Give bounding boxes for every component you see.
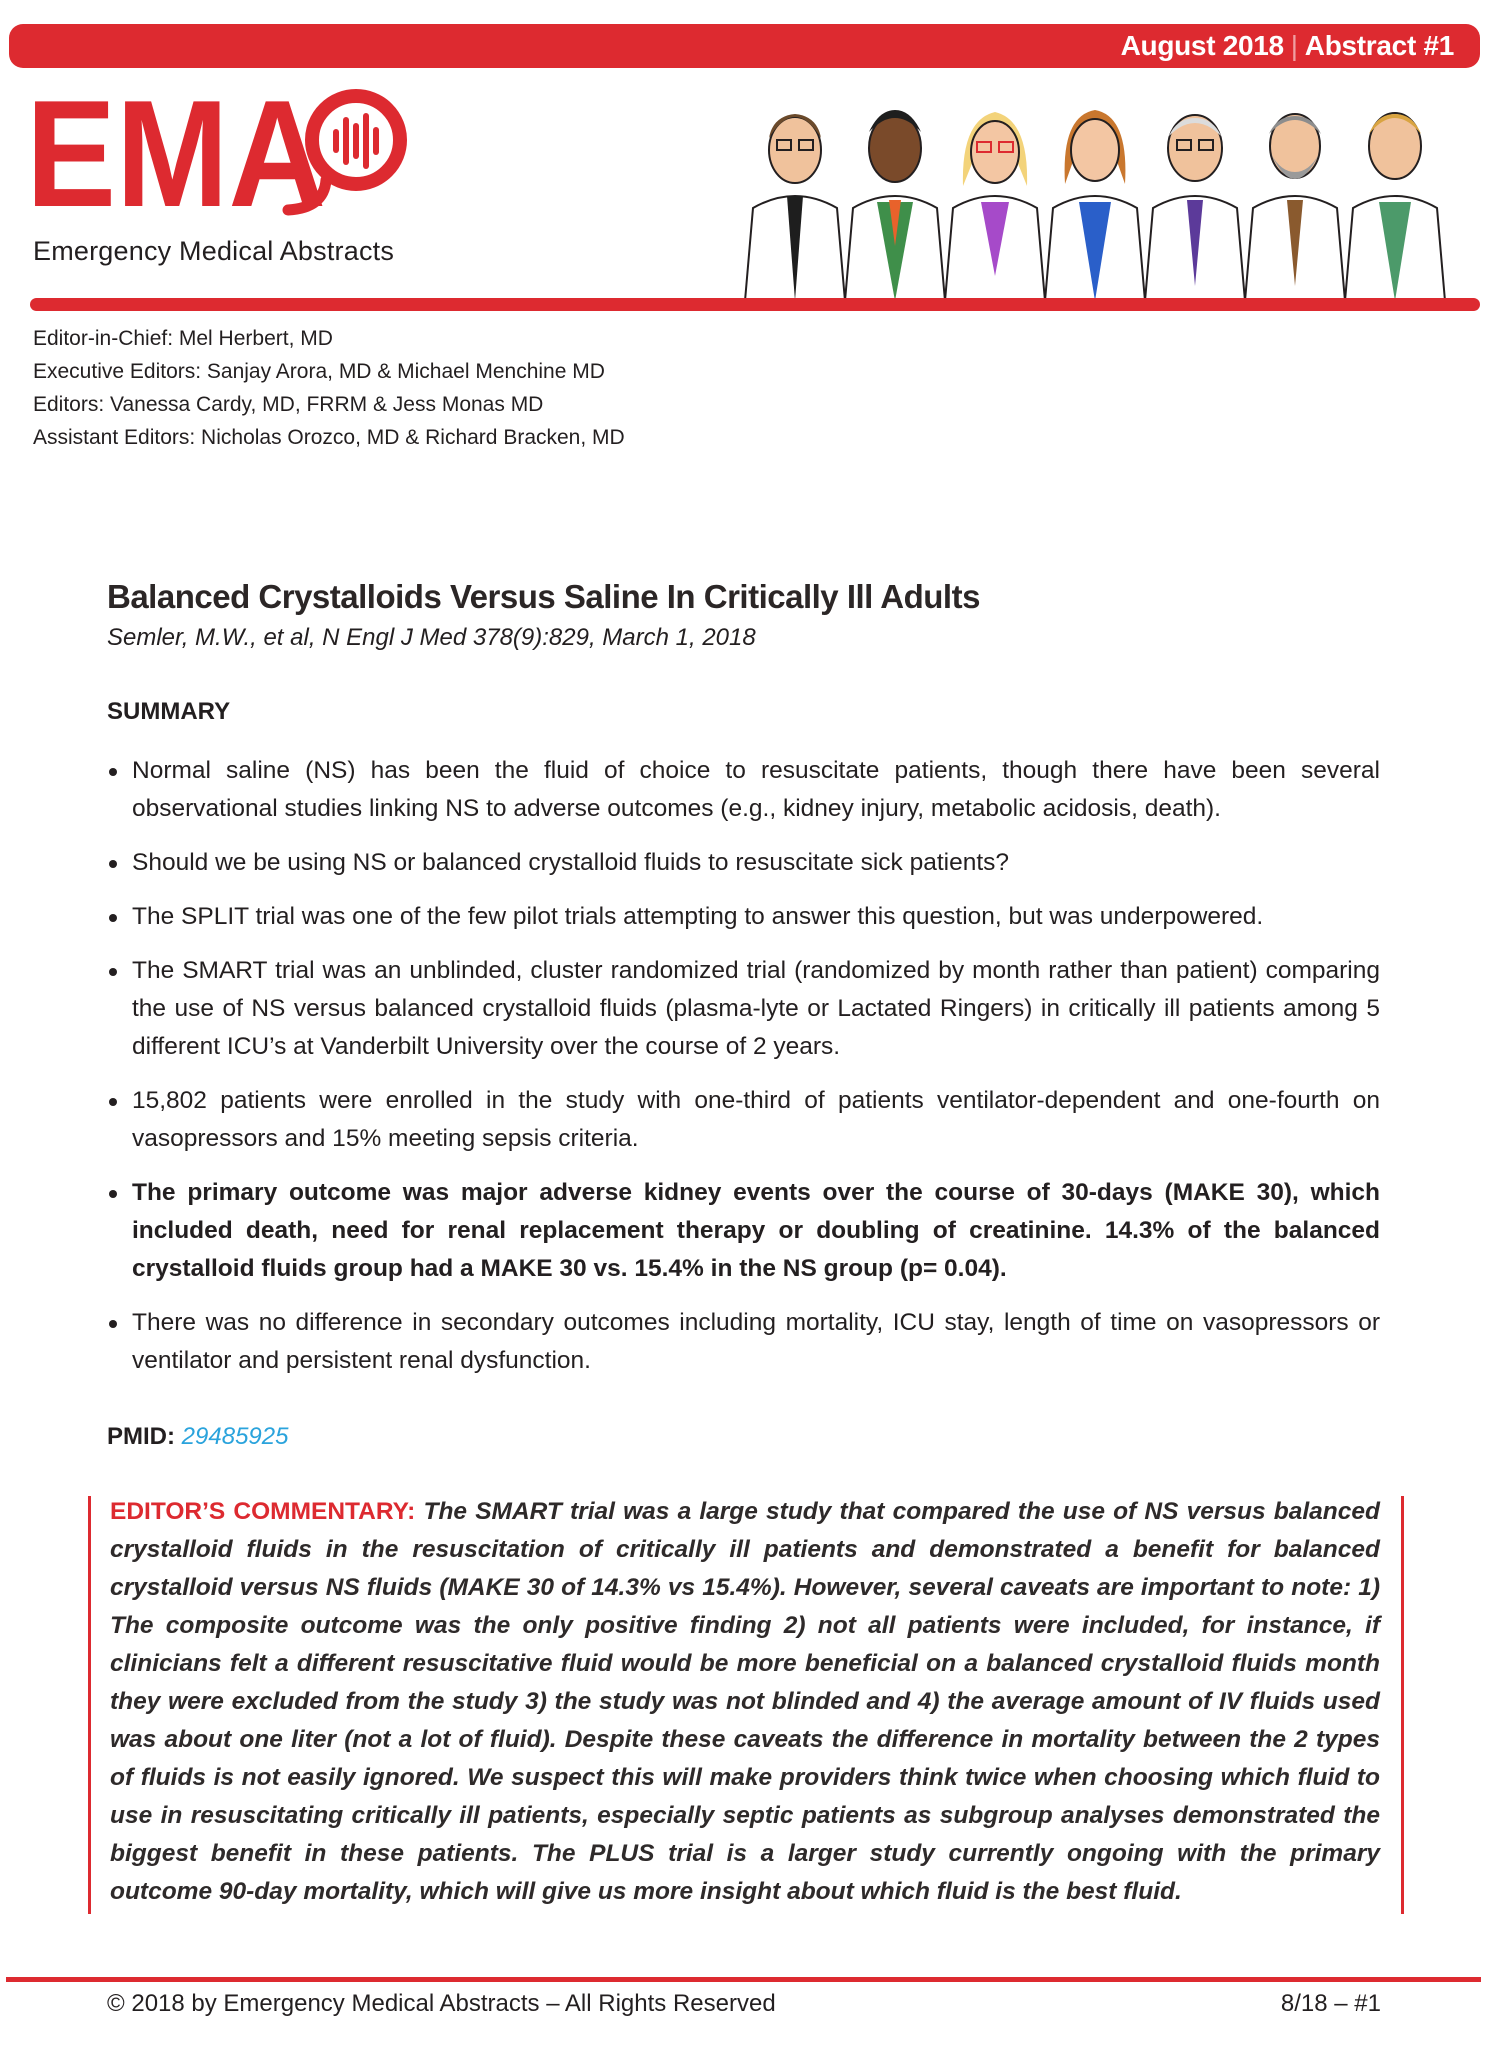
editor-list <box>33 322 625 454</box>
summary-bullet: The SMART trial was an unblinded, cluster randomized trial (randomized by month rather than patient) comparing the use of NS versus balanced crystalloid fluids (plasma-lyte or Lactated Ringers) in critically ill patients among 5 different ICU’s at Vanderbilt University over the course of 2 years. <box>107 952 1380 1066</box>
article-title: Balanced Crystalloids Versus Saline In Critically Ill Adults <box>107 578 980 615</box>
doctor-5 <box>1145 115 1245 301</box>
commentary-box <box>88 1496 1404 1914</box>
abstract-number: Abstract #1 <box>1304 30 1454 61</box>
summary-bullet: Should we be using NS or balanced crystalloid fluids to resuscitate sick patients? <box>107 844 1380 882</box>
doctor-3 <box>945 112 1045 301</box>
editor-in-chief: Editor-in-Chief: Mel Herbert, MD <box>33 327 333 350</box>
logo-text: EMA <box>26 88 326 220</box>
editors: Editors: Vanessa Cardy, MD, FRRM & Jess Monas MD <box>33 393 544 416</box>
tagline: Emergency Medical Abstracts <box>33 236 395 266</box>
commentary-label: EDITOR’S COMMENTARY: <box>110 1498 416 1525</box>
summary-bullet: Normal saline (NS) has been the fluid of choice to resuscitate patients, though there have been several observational studies linking NS to adverse outcomes (e.g., kidney injury, metabolic acidosis, death). <box>107 752 1380 828</box>
doctor-7 <box>1345 113 1445 301</box>
copyright: © 2018 by Emergency Medical Abstracts – All Rights Reserved <box>107 1990 776 2017</box>
issue-info <box>1121 30 1454 62</box>
header-divider <box>30 298 1480 311</box>
summary-heading: SUMMARY <box>107 698 231 725</box>
doctors-illustration <box>725 76 1470 301</box>
issue-date: August 2018 <box>1120 30 1284 61</box>
header-banner <box>9 24 1480 68</box>
sound-wave-icon <box>336 116 376 166</box>
pmid-label: PMID: <box>107 1423 175 1450</box>
doctor-1 <box>745 114 845 301</box>
executive-editors: Executive Editors: Sanjay Arora, MD & Michael Menchine MD <box>33 360 605 383</box>
pmid-line <box>107 1423 1380 1451</box>
commentary-text: The SMART trial was a large study that compared the use of NS versus balanced crystalloid fluids in the resuscitation of critically ill patients and demonstrated a benefit for balanced crystalloid versus NS fluids (MAKE 30 of 14.3% vs 15.4%). However, several caveats are important to note: 1) The composite outcome was the only positive finding 2) not all patients were included, for instance, if clinicians felt a different resuscitative fluid would be more beneficial on a balanced crystalloid fluids month they were excluded from the study 3) the study was not blinded and 4) the average amount of IV fluids used was about one liter (not a lot of fluid). Despite these caveats the difference in mortality between the 2 types of fluids is not easily ignored. We suspect this will make providers think twice when choosing which fluid to use in resuscitating critically ill patients, especially septic patients as subgroup analyses demonstrated the biggest benefit in these patients. The PLUS trial is a larger study currently ongoing with the primary outcome 90-day mortality, which will give us more insight about which fluid is the best fluid. <box>110 1498 1380 1905</box>
doctor-2 <box>845 110 945 301</box>
page-reference: 8/18 – #1 <box>1280 1990 1381 2017</box>
summary-bullet: There was no difference in secondary outcomes including mortality, ICU stay, length of time on vasopressors or ventilator and persistent renal dysfunction. <box>107 1304 1380 1380</box>
commentary <box>110 1493 1380 1911</box>
doctor-6 <box>1245 114 1345 301</box>
doctor-4 <box>1045 110 1145 301</box>
summary-bullet: The SPLIT trial was one of the few pilot trials attempting to answer this question, but was underpowered. <box>107 898 1380 936</box>
ema-logo-icon <box>26 88 426 220</box>
footer-divider <box>6 1977 1481 1982</box>
summary-bullet-primary-outcome: The primary outcome was major adverse kidney events over the course of 30-days (MAKE 30), which included death, need for renal replacement therapy or doubling of creatinine. 14.3% of the balanced crystalloid fluids group had a MAKE 30 vs. 15.4% in the NS group (p= 0.04). <box>107 1174 1380 1288</box>
issue-separator: | <box>1290 30 1298 61</box>
summary-list <box>107 752 1380 1396</box>
pmid-link[interactable]: 29485925 <box>181 1423 289 1450</box>
summary-bullet: 15,802 patients were enrolled in the study with one-third of patients ventilator-dependent and one-fourth on vasopressors and 15% meeting sepsis criteria. <box>107 1082 1380 1158</box>
assistant-editors: Assistant Editors: Nicholas Orozco, MD & Richard Bracken, MD <box>33 426 625 449</box>
article-citation: Semler, M.W., et al, N Engl J Med 378(9):829, March 1, 2018 <box>107 624 756 651</box>
